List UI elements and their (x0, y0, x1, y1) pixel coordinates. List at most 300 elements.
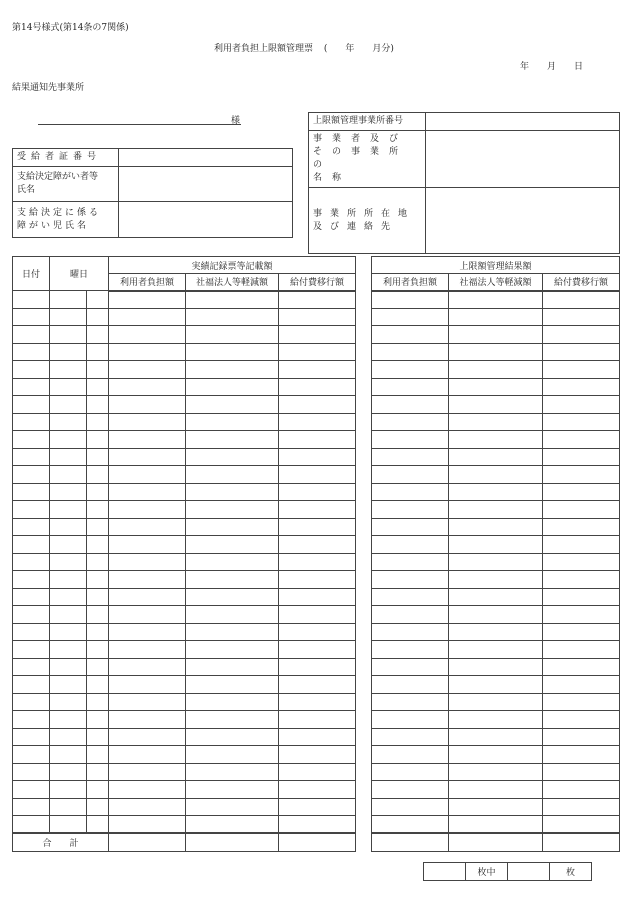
result-user-burden-cell[interactable] (372, 798, 449, 816)
result-benefit-transfer-cell[interactable] (543, 466, 620, 484)
user-burden-cell[interactable] (109, 466, 186, 484)
benefit-transfer-cell[interactable] (279, 781, 356, 799)
date-cell[interactable] (13, 623, 50, 641)
weekday-cell[interactable] (50, 588, 87, 606)
result-benefit-transfer-cell[interactable] (543, 378, 620, 396)
weekday-cell[interactable] (50, 413, 87, 431)
date-cell[interactable] (13, 448, 50, 466)
date-cell[interactable] (13, 711, 50, 729)
benefit-transfer-cell[interactable] (279, 396, 356, 414)
weekday-sub-cell[interactable] (87, 501, 109, 519)
date-cell[interactable] (13, 501, 50, 519)
date-cell[interactable] (13, 676, 50, 694)
result-social-welfare-reduction-cell[interactable] (449, 536, 543, 554)
weekday-cell[interactable] (50, 711, 87, 729)
page-current-field[interactable] (424, 863, 466, 881)
benefit-transfer-cell[interactable] (279, 536, 356, 554)
date-cell[interactable] (13, 746, 50, 764)
weekday-cell[interactable] (50, 623, 87, 641)
benefit-transfer-cell[interactable] (279, 676, 356, 694)
user-burden-cell[interactable] (109, 588, 186, 606)
result-social-welfare-reduction-cell[interactable] (449, 326, 543, 344)
office-name-field[interactable] (426, 131, 620, 188)
result-social-welfare-reduction-cell[interactable] (449, 676, 543, 694)
social-welfare-reduction-cell[interactable] (186, 781, 279, 799)
result-user-burden-cell[interactable] (372, 728, 449, 746)
result-social-welfare-reduction-cell[interactable] (449, 413, 543, 431)
benefit-transfer-cell[interactable] (279, 553, 356, 571)
social-welfare-reduction-cell[interactable] (186, 746, 279, 764)
benefit-transfer-cell[interactable] (279, 378, 356, 396)
result-benefit-transfer-cell[interactable] (543, 676, 620, 694)
social-welfare-reduction-cell[interactable] (186, 501, 279, 519)
user-burden-cell[interactable] (109, 501, 186, 519)
weekday-cell[interactable] (50, 536, 87, 554)
result-user-burden-cell[interactable] (372, 606, 449, 624)
result-social-welfare-reduction-cell[interactable] (449, 606, 543, 624)
result-benefit-transfer-cell[interactable] (543, 501, 620, 519)
date-cell[interactable] (13, 781, 50, 799)
user-burden-cell[interactable] (109, 728, 186, 746)
result-user-burden-cell[interactable] (372, 746, 449, 764)
weekday-sub-cell[interactable] (87, 571, 109, 589)
weekday-sub-cell[interactable] (87, 343, 109, 361)
weekday-sub-cell[interactable] (87, 448, 109, 466)
result-benefit-transfer-cell[interactable] (543, 641, 620, 659)
benefit-transfer-cell[interactable] (279, 448, 356, 466)
result-benefit-transfer-cell[interactable] (543, 291, 620, 309)
weekday-cell[interactable] (50, 326, 87, 344)
result-benefit-transfer-cell[interactable] (543, 781, 620, 799)
user-burden-cell[interactable] (109, 606, 186, 624)
user-burden-cell[interactable] (109, 483, 186, 501)
weekday-cell[interactable] (50, 658, 87, 676)
social-welfare-reduction-cell[interactable] (186, 571, 279, 589)
date-cell[interactable] (13, 571, 50, 589)
weekday-cell[interactable] (50, 518, 87, 536)
result-social-welfare-reduction-cell[interactable] (449, 588, 543, 606)
social-welfare-reduction-cell[interactable] (186, 641, 279, 659)
weekday-sub-cell[interactable] (87, 746, 109, 764)
social-welfare-reduction-cell[interactable] (186, 396, 279, 414)
result-social-welfare-reduction-cell[interactable] (449, 711, 543, 729)
result-benefit-transfer-cell[interactable] (543, 588, 620, 606)
table-row (372, 466, 620, 484)
result-user-burden-cell[interactable] (372, 326, 449, 344)
result-social-welfare-reduction-cell[interactable] (449, 431, 543, 449)
result-user-burden-cell[interactable] (372, 448, 449, 466)
date-cell[interactable] (13, 658, 50, 676)
benefit-transfer-cell[interactable] (279, 606, 356, 624)
date-cell[interactable] (13, 308, 50, 326)
result-user-burden-cell[interactable] (372, 658, 449, 676)
weekday-sub-cell[interactable] (87, 466, 109, 484)
weekday-cell[interactable] (50, 396, 87, 414)
weekday-cell[interactable] (50, 781, 87, 799)
result-benefit-transfer-cell[interactable] (543, 746, 620, 764)
weekday-sub-cell[interactable] (87, 658, 109, 676)
beneficiary-number-field[interactable] (119, 149, 293, 167)
result-benefit-transfer-cell[interactable] (543, 816, 620, 834)
social-welfare-reduction-cell[interactable] (186, 536, 279, 554)
weekday-sub-cell[interactable] (87, 518, 109, 536)
user-burden-cell[interactable] (109, 536, 186, 554)
date-cell[interactable] (13, 291, 50, 309)
benefit-transfer-cell[interactable] (279, 361, 356, 379)
right-total-user-burden-cell[interactable] (372, 833, 449, 851)
benefit-transfer-cell[interactable] (279, 728, 356, 746)
user-burden-cell[interactable] (109, 641, 186, 659)
result-user-burden-cell[interactable] (372, 623, 449, 641)
weekday-sub-cell[interactable] (87, 553, 109, 571)
result-user-burden-cell[interactable] (372, 308, 449, 326)
result-user-burden-cell[interactable] (372, 343, 449, 361)
benefit-transfer-cell[interactable] (279, 798, 356, 816)
benefit-transfer-cell[interactable] (279, 641, 356, 659)
social-welfare-reduction-cell[interactable] (186, 553, 279, 571)
weekday-sub-cell[interactable] (87, 728, 109, 746)
weekday-cell[interactable] (50, 466, 87, 484)
result-benefit-transfer-cell[interactable] (543, 693, 620, 711)
result-social-welfare-reduction-cell[interactable] (449, 623, 543, 641)
result-user-burden-cell[interactable] (372, 711, 449, 729)
benefit-transfer-cell[interactable] (279, 658, 356, 676)
recipient-name-line[interactable] (38, 124, 241, 125)
weekday-sub-cell[interactable] (87, 781, 109, 799)
weekday-sub-cell[interactable] (87, 763, 109, 781)
weekday-cell[interactable] (50, 676, 87, 694)
date-cell[interactable] (13, 798, 50, 816)
result-social-welfare-reduction-cell[interactable] (449, 693, 543, 711)
weekday-cell[interactable] (50, 693, 87, 711)
user-burden-cell[interactable] (109, 711, 186, 729)
weekday-cell[interactable] (50, 378, 87, 396)
result-social-welfare-reduction-cell[interactable] (449, 728, 543, 746)
weekday-sub-cell[interactable] (87, 676, 109, 694)
user-burden-cell[interactable] (109, 816, 186, 834)
social-welfare-reduction-cell[interactable] (186, 466, 279, 484)
result-social-welfare-reduction-cell[interactable] (449, 378, 543, 396)
result-user-burden-cell[interactable] (372, 396, 449, 414)
user-burden-cell[interactable] (109, 396, 186, 414)
weekday-cell[interactable] (50, 641, 87, 659)
result-benefit-transfer-cell[interactable] (543, 658, 620, 676)
weekday-sub-cell[interactable] (87, 483, 109, 501)
result-benefit-transfer-cell[interactable] (543, 623, 620, 641)
user-burden-cell[interactable] (109, 623, 186, 641)
user-burden-cell[interactable] (109, 763, 186, 781)
weekday-sub-cell[interactable] (87, 641, 109, 659)
result-social-welfare-reduction-cell[interactable] (449, 396, 543, 414)
social-welfare-reduction-cell[interactable] (186, 658, 279, 676)
social-welfare-reduction-cell[interactable] (186, 431, 279, 449)
left-user-burden-header: 利用者負担額 (109, 274, 186, 291)
date-cell[interactable] (13, 378, 50, 396)
date-cell[interactable] (13, 413, 50, 431)
weekday-cell[interactable] (50, 431, 87, 449)
result-social-welfare-reduction-cell[interactable] (449, 746, 543, 764)
result-social-welfare-reduction-cell[interactable] (449, 641, 543, 659)
weekday-cell[interactable] (50, 763, 87, 781)
user-burden-cell[interactable] (109, 798, 186, 816)
result-benefit-transfer-cell[interactable] (543, 396, 620, 414)
result-social-welfare-reduction-cell[interactable] (449, 518, 543, 536)
benefit-transfer-cell[interactable] (279, 501, 356, 519)
user-burden-cell[interactable] (109, 413, 186, 431)
user-burden-cell[interactable] (109, 781, 186, 799)
social-welfare-reduction-cell[interactable] (186, 606, 279, 624)
date-cell[interactable] (13, 396, 50, 414)
result-benefit-transfer-cell[interactable] (543, 326, 620, 344)
result-user-burden-cell[interactable] (372, 641, 449, 659)
weekday-sub-cell[interactable] (87, 431, 109, 449)
result-user-burden-cell[interactable] (372, 588, 449, 606)
result-benefit-transfer-cell[interactable] (543, 413, 620, 431)
office-name-label-line2: その事業所の (313, 147, 409, 170)
result-social-welfare-reduction-cell[interactable] (449, 483, 543, 501)
date-cell[interactable] (13, 483, 50, 501)
result-user-burden-cell[interactable] (372, 816, 449, 834)
social-welfare-reduction-cell[interactable] (186, 588, 279, 606)
weekday-cell[interactable] (50, 291, 87, 309)
user-burden-cell[interactable] (109, 343, 186, 361)
result-social-welfare-reduction-cell[interactable] (449, 448, 543, 466)
child-name-field[interactable] (119, 202, 293, 238)
date-cell[interactable] (13, 606, 50, 624)
weekday-cell[interactable] (50, 448, 87, 466)
weekday-sub-cell[interactable] (87, 606, 109, 624)
date-cell[interactable] (13, 343, 50, 361)
result-social-welfare-reduction-cell[interactable] (449, 798, 543, 816)
total-benefit-transfer-cell[interactable] (279, 833, 356, 851)
result-user-burden-cell[interactable] (372, 763, 449, 781)
result-benefit-transfer-cell[interactable] (543, 728, 620, 746)
guardian-name-field[interactable] (119, 167, 293, 202)
table-row (13, 606, 356, 624)
weekday-cell[interactable] (50, 606, 87, 624)
social-welfare-reduction-cell[interactable] (186, 693, 279, 711)
date-cell[interactable] (13, 518, 50, 536)
date-cell[interactable] (13, 361, 50, 379)
social-welfare-reduction-cell[interactable] (186, 483, 279, 501)
benefit-transfer-cell[interactable] (279, 308, 356, 326)
date-cell[interactable] (13, 763, 50, 781)
weekday-sub-cell[interactable] (87, 588, 109, 606)
social-welfare-reduction-cell[interactable] (186, 518, 279, 536)
benefit-transfer-cell[interactable] (279, 816, 356, 834)
result-benefit-transfer-cell[interactable] (543, 606, 620, 624)
social-welfare-reduction-cell[interactable] (186, 413, 279, 431)
result-benefit-transfer-cell[interactable] (543, 343, 620, 361)
social-welfare-reduction-cell[interactable] (186, 676, 279, 694)
result-social-welfare-reduction-cell[interactable] (449, 763, 543, 781)
social-welfare-reduction-cell[interactable] (186, 763, 279, 781)
result-user-burden-cell[interactable] (372, 781, 449, 799)
social-welfare-reduction-cell[interactable] (186, 728, 279, 746)
social-welfare-reduction-cell[interactable] (186, 361, 279, 379)
user-burden-cell[interactable] (109, 658, 186, 676)
result-benefit-transfer-cell[interactable] (543, 711, 620, 729)
total-social-welfare-reduction-cell[interactable] (186, 833, 279, 851)
result-user-burden-cell[interactable] (372, 571, 449, 589)
user-burden-cell[interactable] (109, 553, 186, 571)
weekday-cell[interactable] (50, 308, 87, 326)
weekday-cell[interactable] (50, 483, 87, 501)
date-cell[interactable] (13, 693, 50, 711)
social-welfare-reduction-cell[interactable] (186, 326, 279, 344)
result-user-burden-cell[interactable] (372, 676, 449, 694)
result-social-welfare-reduction-cell[interactable] (449, 501, 543, 519)
result-benefit-transfer-cell[interactable] (543, 553, 620, 571)
user-burden-cell[interactable] (109, 693, 186, 711)
result-social-welfare-reduction-cell[interactable] (449, 343, 543, 361)
weekday-sub-cell[interactable] (87, 361, 109, 379)
weekday-cell[interactable] (50, 571, 87, 589)
benefit-transfer-cell[interactable] (279, 326, 356, 344)
user-burden-cell[interactable] (109, 448, 186, 466)
result-user-burden-cell[interactable] (372, 483, 449, 501)
social-welfare-reduction-cell[interactable] (186, 378, 279, 396)
office-address-field[interactable] (426, 188, 620, 254)
date-cell[interactable] (13, 431, 50, 449)
social-welfare-reduction-cell[interactable] (186, 343, 279, 361)
user-burden-cell[interactable] (109, 326, 186, 344)
benefit-transfer-cell[interactable] (279, 623, 356, 641)
benefit-transfer-cell[interactable] (279, 693, 356, 711)
result-social-welfare-reduction-cell[interactable] (449, 361, 543, 379)
result-benefit-transfer-cell[interactable] (543, 308, 620, 326)
result-social-welfare-reduction-cell[interactable] (449, 781, 543, 799)
date-cell[interactable] (13, 326, 50, 344)
user-burden-cell[interactable] (109, 431, 186, 449)
date-cell[interactable] (13, 728, 50, 746)
user-burden-cell[interactable] (109, 676, 186, 694)
result-social-welfare-reduction-cell[interactable] (449, 466, 543, 484)
result-benefit-transfer-cell[interactable] (543, 763, 620, 781)
benefit-transfer-cell[interactable] (279, 746, 356, 764)
social-welfare-reduction-cell[interactable] (186, 291, 279, 309)
weekday-cell[interactable] (50, 816, 87, 834)
office-number-field[interactable] (426, 113, 620, 131)
weekday-cell[interactable] (50, 798, 87, 816)
weekday-sub-cell[interactable] (87, 291, 109, 309)
benefit-transfer-cell[interactable] (279, 483, 356, 501)
result-social-welfare-reduction-cell[interactable] (449, 658, 543, 676)
result-user-burden-cell[interactable] (372, 291, 449, 309)
weekday-sub-cell[interactable] (87, 816, 109, 834)
result-user-burden-cell[interactable] (372, 466, 449, 484)
result-user-burden-cell[interactable] (372, 378, 449, 396)
user-burden-cell[interactable] (109, 378, 186, 396)
social-welfare-reduction-cell[interactable] (186, 623, 279, 641)
social-welfare-reduction-cell[interactable] (186, 798, 279, 816)
result-social-welfare-reduction-cell[interactable] (449, 571, 543, 589)
date-cell[interactable] (13, 536, 50, 554)
date-cell[interactable] (13, 466, 50, 484)
user-burden-cell[interactable] (109, 361, 186, 379)
result-user-burden-cell[interactable] (372, 553, 449, 571)
weekday-cell[interactable] (50, 343, 87, 361)
result-user-burden-cell[interactable] (372, 518, 449, 536)
user-burden-cell[interactable] (109, 746, 186, 764)
result-benefit-transfer-cell[interactable] (543, 518, 620, 536)
date-cell[interactable] (13, 816, 50, 834)
benefit-transfer-cell[interactable] (279, 571, 356, 589)
social-welfare-reduction-cell[interactable] (186, 711, 279, 729)
weekday-cell[interactable] (50, 728, 87, 746)
table-row (13, 448, 356, 466)
user-burden-cell[interactable] (109, 571, 186, 589)
benefit-transfer-cell[interactable] (279, 343, 356, 361)
weekday-cell[interactable] (50, 361, 87, 379)
weekday-sub-cell[interactable] (87, 693, 109, 711)
weekday-sub-cell[interactable] (87, 623, 109, 641)
benefit-transfer-cell[interactable] (279, 763, 356, 781)
result-benefit-transfer-cell[interactable] (543, 483, 620, 501)
date-cell[interactable] (13, 641, 50, 659)
total-user-burden-cell[interactable] (109, 833, 186, 851)
benefit-transfer-cell[interactable] (279, 431, 356, 449)
weekday-sub-cell[interactable] (87, 326, 109, 344)
benefit-transfer-cell[interactable] (279, 518, 356, 536)
social-welfare-reduction-cell[interactable] (186, 448, 279, 466)
social-welfare-reduction-cell[interactable] (186, 816, 279, 834)
result-user-burden-cell[interactable] (372, 361, 449, 379)
result-user-burden-cell[interactable] (372, 693, 449, 711)
page-total-field[interactable] (508, 863, 550, 881)
result-benefit-transfer-cell[interactable] (543, 571, 620, 589)
result-benefit-transfer-cell[interactable] (543, 448, 620, 466)
right-total-benefit-transfer-cell[interactable] (543, 833, 620, 851)
weekday-cell[interactable] (50, 553, 87, 571)
result-social-welfare-reduction-cell[interactable] (449, 291, 543, 309)
weekday-cell[interactable] (50, 746, 87, 764)
benefit-transfer-cell[interactable] (279, 291, 356, 309)
weekday-sub-cell[interactable] (87, 308, 109, 326)
weekday-sub-cell[interactable] (87, 711, 109, 729)
benefit-transfer-cell[interactable] (279, 413, 356, 431)
result-benefit-transfer-cell[interactable] (543, 798, 620, 816)
weekday-cell[interactable] (50, 501, 87, 519)
social-welfare-reduction-cell[interactable] (186, 308, 279, 326)
weekday-sub-cell[interactable] (87, 396, 109, 414)
benefit-transfer-cell[interactable] (279, 588, 356, 606)
result-user-burden-cell[interactable] (372, 413, 449, 431)
weekday-sub-cell[interactable] (87, 536, 109, 554)
result-benefit-transfer-cell[interactable] (543, 361, 620, 379)
benefit-transfer-cell[interactable] (279, 466, 356, 484)
user-burden-cell[interactable] (109, 518, 186, 536)
result-social-welfare-reduction-cell[interactable] (449, 816, 543, 834)
result-benefit-transfer-cell[interactable] (543, 431, 620, 449)
user-burden-cell[interactable] (109, 308, 186, 326)
weekday-sub-cell[interactable] (87, 798, 109, 816)
weekday-sub-cell[interactable] (87, 413, 109, 431)
weekday-sub-cell[interactable] (87, 378, 109, 396)
date-cell[interactable] (13, 588, 50, 606)
right-total-social-welfare-reduction-cell[interactable] (449, 833, 543, 851)
user-burden-cell[interactable] (109, 291, 186, 309)
result-user-burden-cell[interactable] (372, 501, 449, 519)
left-benefit-transfer-header: 給付費移行額 (279, 274, 356, 291)
result-benefit-transfer-cell[interactable] (543, 536, 620, 554)
result-user-burden-cell[interactable] (372, 536, 449, 554)
result-social-welfare-reduction-cell[interactable] (449, 553, 543, 571)
benefit-transfer-cell[interactable] (279, 711, 356, 729)
result-social-welfare-reduction-cell[interactable] (449, 308, 543, 326)
date-cell[interactable] (13, 553, 50, 571)
result-user-burden-cell[interactable] (372, 431, 449, 449)
